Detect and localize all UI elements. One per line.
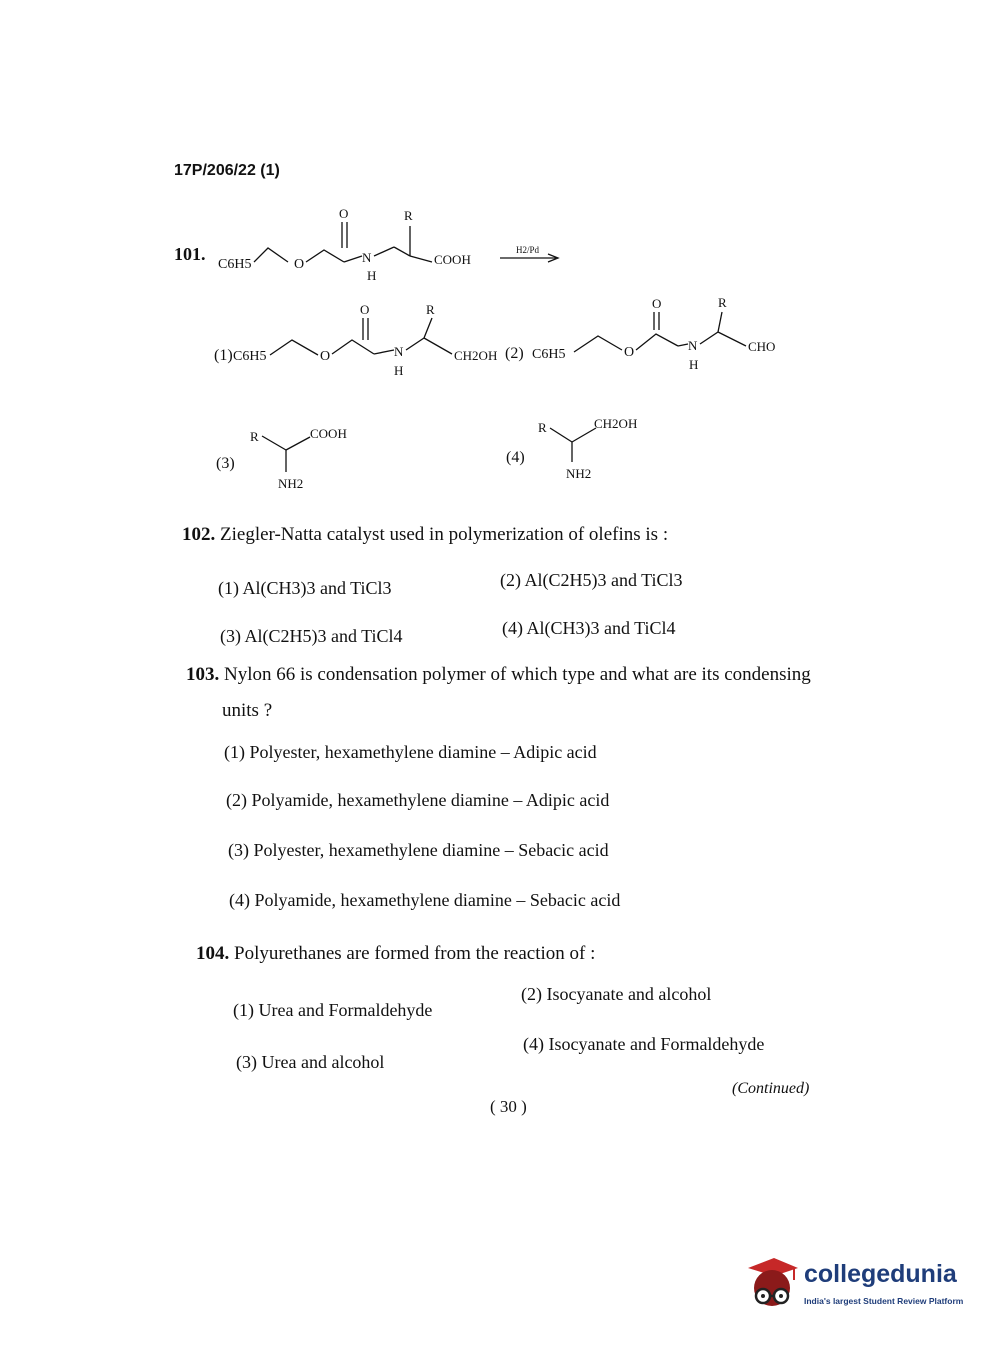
svg-text:H: H <box>689 357 699 372</box>
svg-text:N: N <box>688 338 698 353</box>
svg-text:R: R <box>426 302 435 317</box>
q101-option-1 <box>214 302 497 378</box>
svg-text:O: O <box>652 296 662 311</box>
q102-option-3: (3) Al(C2H5)3 and TiCl4 <box>220 626 403 646</box>
svg-text:COOH: COOH <box>434 252 471 267</box>
svg-text:NH2: NH2 <box>278 476 304 491</box>
svg-text:N: N <box>362 250 372 265</box>
q102-number: 102. <box>182 524 216 545</box>
svg-text:O: O <box>320 349 331 364</box>
svg-text:CH2OH: CH2OH <box>594 416 638 431</box>
q104-number: 104. <box>196 943 230 964</box>
svg-text:R: R <box>404 208 413 223</box>
q101-structures <box>0 0 1001 500</box>
svg-text:R: R <box>718 295 727 310</box>
continued-label: (Continued) <box>732 1080 810 1097</box>
svg-text:(3): (3) <box>216 455 235 472</box>
svg-text:(2): (2) <box>505 345 524 362</box>
q101-option-3 <box>216 426 347 491</box>
q104-text: Polyurethanes are formed from the reaction of : <box>234 943 596 964</box>
svg-text:H: H <box>367 268 377 283</box>
svg-text:O: O <box>624 345 635 360</box>
svg-text:NH2: NH2 <box>566 466 592 481</box>
q104-option-1: (1) Urea and Formaldehyde <box>233 1000 433 1020</box>
svg-text:R: R <box>250 429 259 444</box>
q104-option-3: (3) Urea and alcohol <box>236 1052 385 1072</box>
svg-text:CHO: CHO <box>748 339 776 354</box>
q101-number: 101. <box>174 244 206 264</box>
q101-option-2 <box>505 295 775 372</box>
q102-option-2: (2) Al(C2H5)3 and TiCl3 <box>500 570 683 590</box>
svg-text:C6H5: C6H5 <box>218 257 252 272</box>
q103-option-1: (1) Polyester, hexamethylene diamine – Adipic acid <box>224 742 597 762</box>
paper-code: 17P/206/22 (1) <box>174 162 280 179</box>
q104-question <box>196 943 595 965</box>
q103-question <box>186 664 811 686</box>
q102-text: Ziegler-Natta catalyst used in polymerization of olefins is : <box>220 524 669 545</box>
q101-option-4 <box>506 416 637 481</box>
q103-option-4: (4) Polyamide, hexamethylene diamine – Sebacic acid <box>229 890 621 910</box>
mascot-icon <box>744 1254 800 1318</box>
svg-text:C6H5: C6H5 <box>233 349 267 364</box>
svg-text:(1): (1) <box>214 347 233 364</box>
collegedunia-logo[interactable] <box>744 1254 974 1324</box>
q103-option-2: (2) Polyamide, hexamethylene diamine – Adipic acid <box>226 790 610 810</box>
svg-text:N: N <box>394 344 404 359</box>
svg-text:O: O <box>294 257 305 272</box>
svg-text:COOH: COOH <box>310 426 347 441</box>
q101-reagent: H2/Pd <box>516 245 540 255</box>
q103-text-line-2: units ? <box>222 700 273 721</box>
q102-question <box>182 524 668 546</box>
q102-option-4: (4) Al(CH3)3 and TiCl4 <box>502 618 676 638</box>
q101-reactant <box>218 206 558 283</box>
svg-text:O: O <box>339 206 349 221</box>
q103-option-3: (3) Polyester, hexamethylene diamine – Sebacic acid <box>228 840 609 860</box>
svg-text:C6H5: C6H5 <box>532 347 566 362</box>
q103-text: Nylon 66 is condensation polymer of which type and what are its condensing <box>224 664 811 685</box>
svg-text:(4): (4) <box>506 449 525 466</box>
svg-text:CH2OH: CH2OH <box>454 348 498 363</box>
q102-option-1: (1) Al(CH3)3 and TiCl3 <box>218 578 392 598</box>
q104-option-4: (4) Isocyanate and Formaldehyde <box>523 1034 765 1054</box>
q104-option-2: (2) Isocyanate and alcohol <box>521 984 712 1004</box>
svg-text:O: O <box>360 302 370 317</box>
logo-tagline: India's largest Student Review Platform <box>804 1296 964 1306</box>
q103-number: 103. <box>186 664 220 685</box>
svg-text:R: R <box>538 420 547 435</box>
logo-name: collegedunia <box>804 1260 957 1288</box>
svg-text:H: H <box>394 363 404 378</box>
page-number: ( 30 ) <box>490 1097 527 1116</box>
